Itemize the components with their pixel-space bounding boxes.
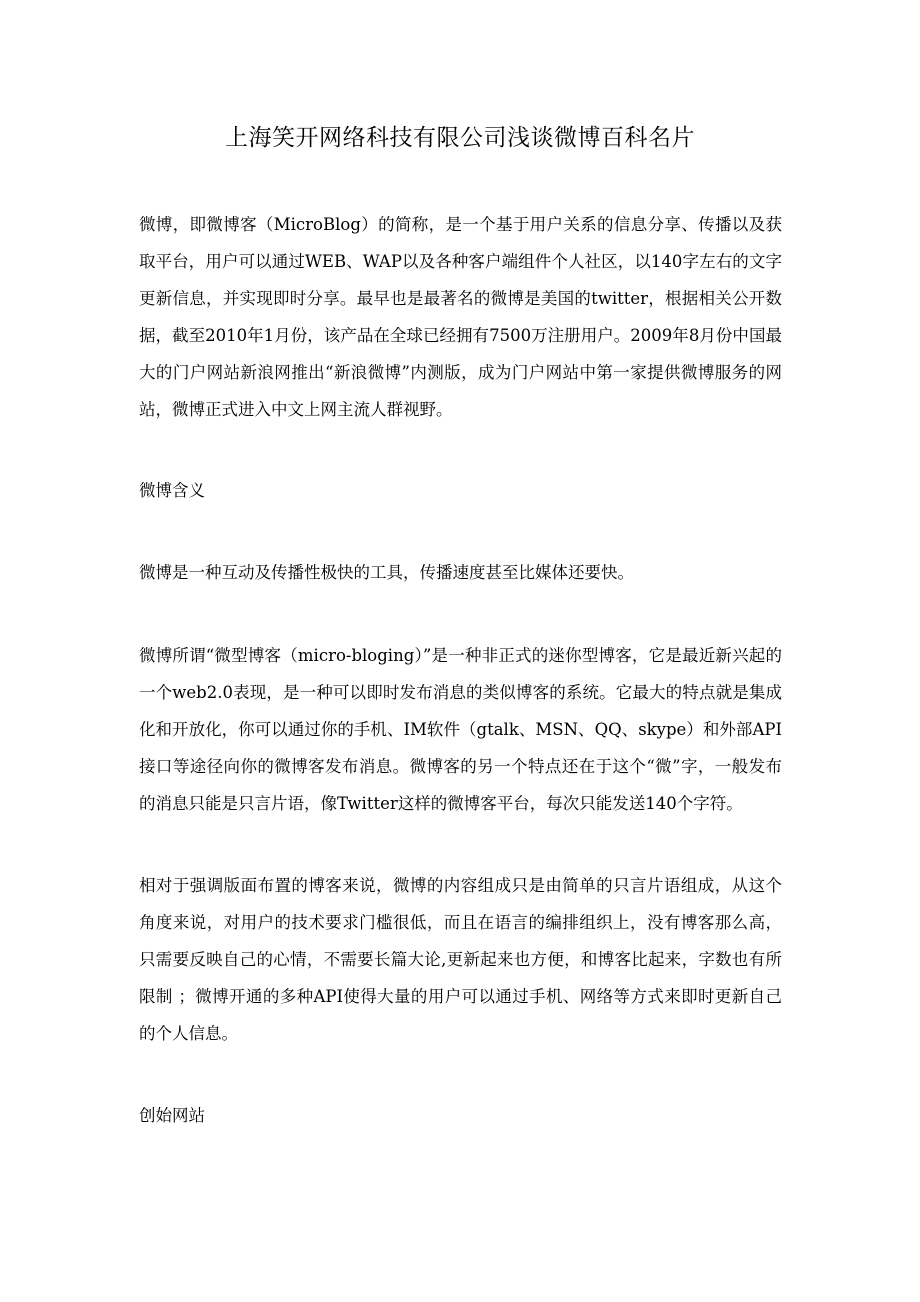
section-heading-origin: 创始网站 xyxy=(139,1106,205,1125)
paragraph-meaning-3: 相对于强调版面布置的博客来说，微博的内容组成只是由简单的只言片语组成，从这个角度来说，对用户的技术要求门槛很低，而且在语言的编排组织上，没有博客那么高，只需要反映自己的心情，不需要长篇大论,更新起来也方便，和博客比起来，字数也有所限制 ；微博开通的多种API使得大量的用户可以通过手机、网络等方式来即时更新自己的个人信息。 xyxy=(139,876,782,1043)
paragraph-meaning-2: 微博所谓“微型博客（micro-bloging）”是一种非正式的迷你型博客，它是最近新兴起的一个web2.0表现，是一种可以即时发布消息的类似博客的系统。它最大的特点就是集成化和开放化，你可以通过你的手机、IM软件（gtalk、MSN、QQ、skype）和外部API接口等途径向你的微博客发布消息。微博客的另一个特点还在于这个“微”字，一般发布的消息只能是只言片语，像Twitter这样的微博客平台，每次只能发送140个字符。 xyxy=(139,646,782,813)
paragraph-intro: 微博，即微博客（MicroBlog）的简称，是一个基于用户关系的信息分享、传播以及获取平台，用户可以通过WEB、WAP以及各种客户端组件个人社区，以140字左右的文字更新信息，并实现即时分享。最早也是最著名的微博是美国的twitter，根据相关公开数据，截至2010年1月份，该产品在全球已经拥有7500万注册用户。2009年8月份中国最大的门户网站新浪网推出“新浪微博”内测版，成为门户网站中第一家提供微博服务的网站，微博正式进入中文上网主流人群视野。 xyxy=(139,215,782,419)
paragraph-meaning-1: 微博是一种互动及传播性极快的工具，传播速度甚至比媒体还要快。 xyxy=(139,563,634,582)
document-title: 上海笑开网络科技有限公司浅谈微博百科名片 xyxy=(225,125,695,151)
section-heading-meaning: 微博含义 xyxy=(139,481,205,500)
document-body xyxy=(139,206,782,1134)
